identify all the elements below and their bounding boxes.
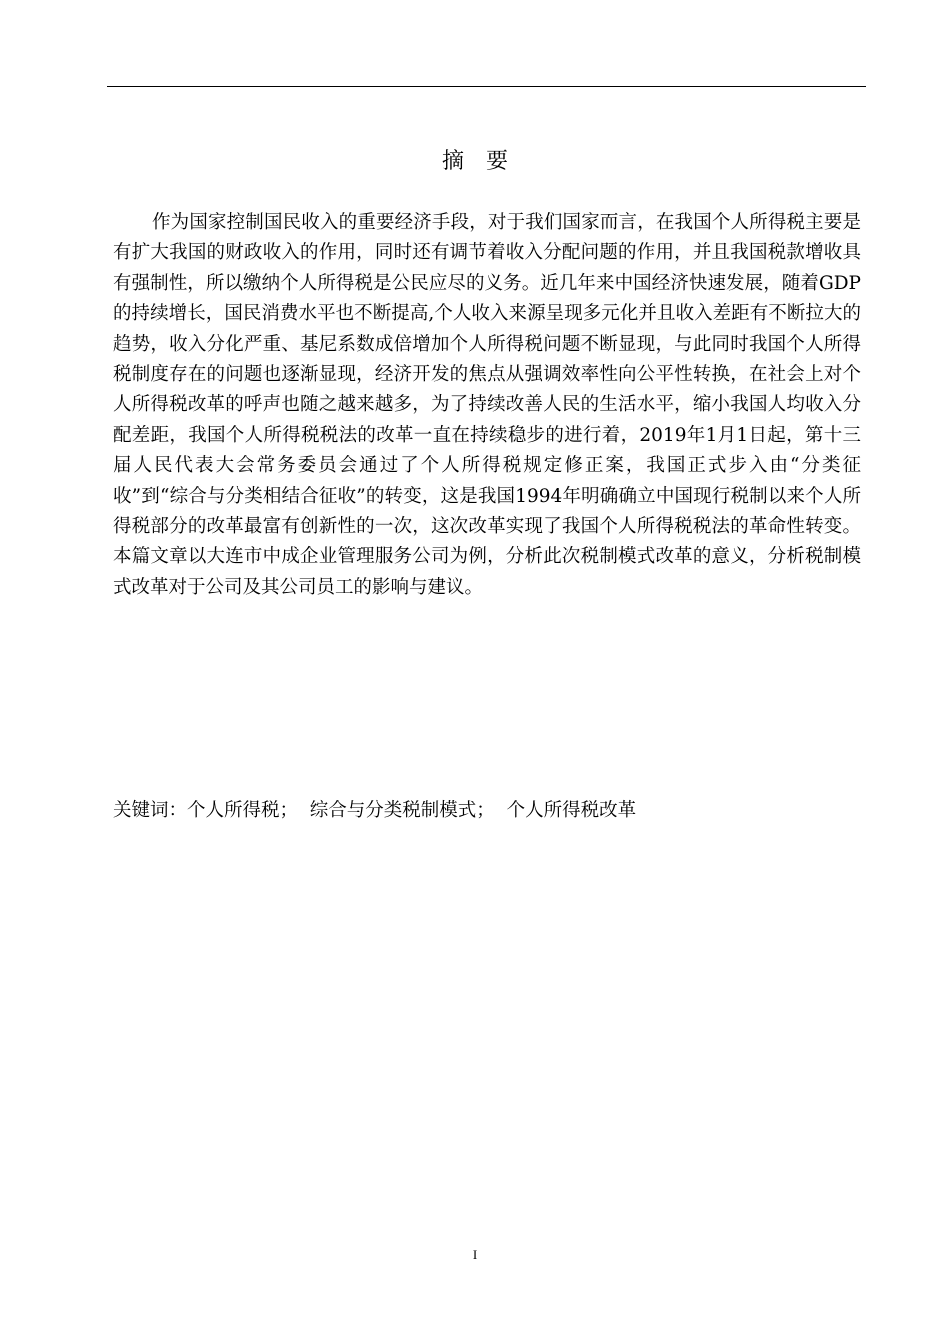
keywords-label: 关键词： bbox=[113, 800, 188, 821]
page-number: I bbox=[472, 1247, 478, 1262]
keywords-line bbox=[113, 797, 861, 825]
keyword-1: 个人所得税； bbox=[187, 800, 299, 821]
keyword-2: 综合与分类税制模式； bbox=[309, 800, 495, 821]
abstract-title-char-1: 摘 bbox=[441, 149, 464, 174]
abstract-body: 作为国家控制国民收入的重要经济手段，对于我们国家而言，在我国个人所得税主要是有扩大我国的财政收入的作用，同时还有调节着收入分配问题的作用，并且我国税款增收具有强制性，所以缴纳个人所得税是公民应尽的义务。近几年来中国经济快速发展，随着GDP的持续增长，国民消费水平也不断提高,个人收入来源呈现多元化并且收入差距有不断拉大的趋势，收入分化严重、基尼系数成倍增加个人所得税问题不断显现，与此同时我国个人所得税制度存在的问题也逐渐显现，经济开发的焦点从强调效率性向公平性转换，在社会上对个人所得税改革的呼声也随之越来越多，为了持续改善人民的生活水平，缩小我国人均收入分配差距，我国个人所得税税法的改革一直在持续稳步的进行着，2019年1月1日起，第十三届人民代表大会常务委员会通过了个人所得税规定修正案，我国正式步入由“分类征收”到“综合与分类相结合征收”的转变，这是我国1994年明确确立中国现行税制以来个人所得税部分的改革最富有创新性的一次，这次改革实现了我国个人所得税税法的革命性转变。本篇文章以大连市中成企业管理服务公司为例，分析此次税制模式改革的意义，分析税制模式改革对于公司及其公司员工的影响与建议。 bbox=[113, 212, 861, 598]
abstract-title-char-2: 要 bbox=[486, 149, 509, 174]
header-rule bbox=[107, 86, 866, 87]
abstract-title bbox=[0, 146, 950, 178]
keyword-3: 个人所得税改革 bbox=[506, 800, 637, 821]
